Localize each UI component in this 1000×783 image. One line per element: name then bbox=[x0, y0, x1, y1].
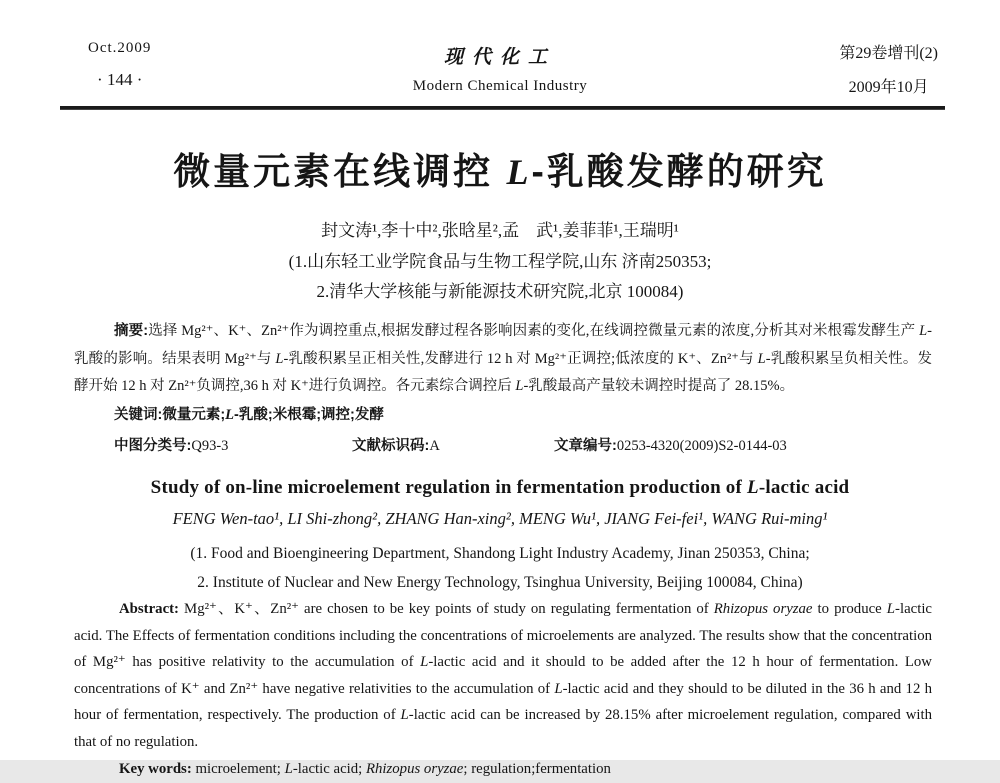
article-title-en-pre: Study of on-line microelement regulation in fermentation production of bbox=[150, 477, 747, 498]
article-title-cn-variable: L bbox=[506, 152, 532, 192]
keywords-cn: 关键词:微量元素;L-乳酸;米根霉;调控;发酵 bbox=[114, 406, 384, 423]
journal-title-cn: 现代化工 bbox=[443, 47, 556, 68]
clc-number-label: 中图分类号: bbox=[114, 437, 192, 454]
abstract-en: Abstract: Mg²⁺、K⁺、Zn²⁺ are chosen to be key points of study on regulating fermentation of Rhizopus oryzae to produce L-lactic acid. The Effects of fermentation conditions including the concentrations of microelements are analyzed. The results show that the concentration of Mg²⁺ has positive relativity to the accumulation of L-lactic acid and it should to be added after the 12 h hour of fermentation. Low concentrations of K⁺ and Zn²⁺ have negative relativities to the accumulation of L-lactic acid and they should to be diluted in the 36 h and 12 h hour of fermentation, respectively. The production of L-lactic acid can be increased by 28.15% after microelement regulation, compared with that of no regulation. bbox=[74, 601, 932, 750]
header-volume: 第29卷增刊(2) bbox=[839, 45, 938, 62]
article-title-en-variable: L bbox=[747, 477, 759, 498]
document-code-value: A bbox=[429, 437, 440, 454]
article-title-cn-post: -乳酸发酵的研究 bbox=[531, 151, 827, 192]
affiliation-en-2: 2. Institute of Nuclear and New Energy Technology, Tsinghua University, Beijing 100084, China) bbox=[197, 574, 803, 591]
article-id bbox=[554, 434, 787, 455]
header-issue-date-cn: 2009年10月 bbox=[848, 79, 929, 96]
classification-row bbox=[74, 434, 932, 455]
header-right bbox=[839, 40, 938, 97]
document-code bbox=[352, 434, 554, 455]
english-meta-block bbox=[74, 596, 932, 783]
article-id-value: 0253-4320(2009)S2-0144-03 bbox=[616, 437, 787, 454]
article-title-en-post: -lactic acid bbox=[758, 477, 850, 498]
affiliations-cn bbox=[0, 247, 1000, 307]
article-title-cn-pre: 微量元素在线调控 bbox=[173, 151, 507, 192]
article-id-label: 文章编号: bbox=[554, 437, 617, 454]
article-title-cn bbox=[0, 141, 1000, 195]
affiliation-cn-1: (1.山东轻工业学院食品与生物工程学院,山东 济南250353; bbox=[288, 252, 712, 271]
keywords-en: Key words: microelement; L-lactic acid; Rhizopus oryzae; regulation;fermentation bbox=[119, 761, 611, 777]
chinese-meta-block bbox=[74, 318, 932, 455]
clc-number bbox=[114, 434, 352, 455]
affiliations-en bbox=[0, 539, 1000, 597]
header-page-number: · 144 · bbox=[97, 70, 143, 89]
affiliation-cn-2: 2.清华大学核能与新能源技术研究院,北京 100084) bbox=[316, 282, 684, 301]
abstract-cn: 摘要:选择 Mg²⁺、K⁺、Zn²⁺作为调控重点,根据发酵过程各影响因素的变化,在线调控微量元素的浓度,分析其对米根霉发酵生产 L-乳酸的影响。结果表明 Mg²⁺与 L-乳酸积累呈正相关性,发酵进行 12 h 对 Mg²⁺正调控;低浓度的 K⁺、Zn²⁺与 L-乳酸积累呈负相关性。发酵开始 12 h 对 Zn²⁺负调控,36 h 对 K⁺进行负调控。各元素综合调控后 L-乳酸最高产量较未调控时提高了 28.15%。 bbox=[74, 323, 933, 394]
clc-number-value: Q93-3 bbox=[191, 437, 229, 454]
header-divider-rule bbox=[60, 106, 945, 110]
journal-title-en: Modern Chemical Industry bbox=[412, 78, 588, 94]
affiliation-en-1: (1. Food and Bioengineering Department, Shandong Light Industry Academy, Jinan 250353, China; bbox=[190, 545, 810, 562]
authors-en: FENG Wen-tao¹, LI Shi-zhong², ZHANG Han-xing², MENG Wu¹, JIANG Fei-fei¹, WANG Rui-ming¹ bbox=[172, 509, 828, 528]
document-code-label: 文献标识码: bbox=[352, 437, 430, 454]
header-issue-date-en: Oct.2009 bbox=[88, 40, 152, 56]
article-title-en bbox=[0, 477, 1000, 499]
authors-cn: 封文涛¹,李十中²,张晗星²,孟 武¹,姜菲菲¹,王瑞明¹ bbox=[321, 221, 679, 240]
